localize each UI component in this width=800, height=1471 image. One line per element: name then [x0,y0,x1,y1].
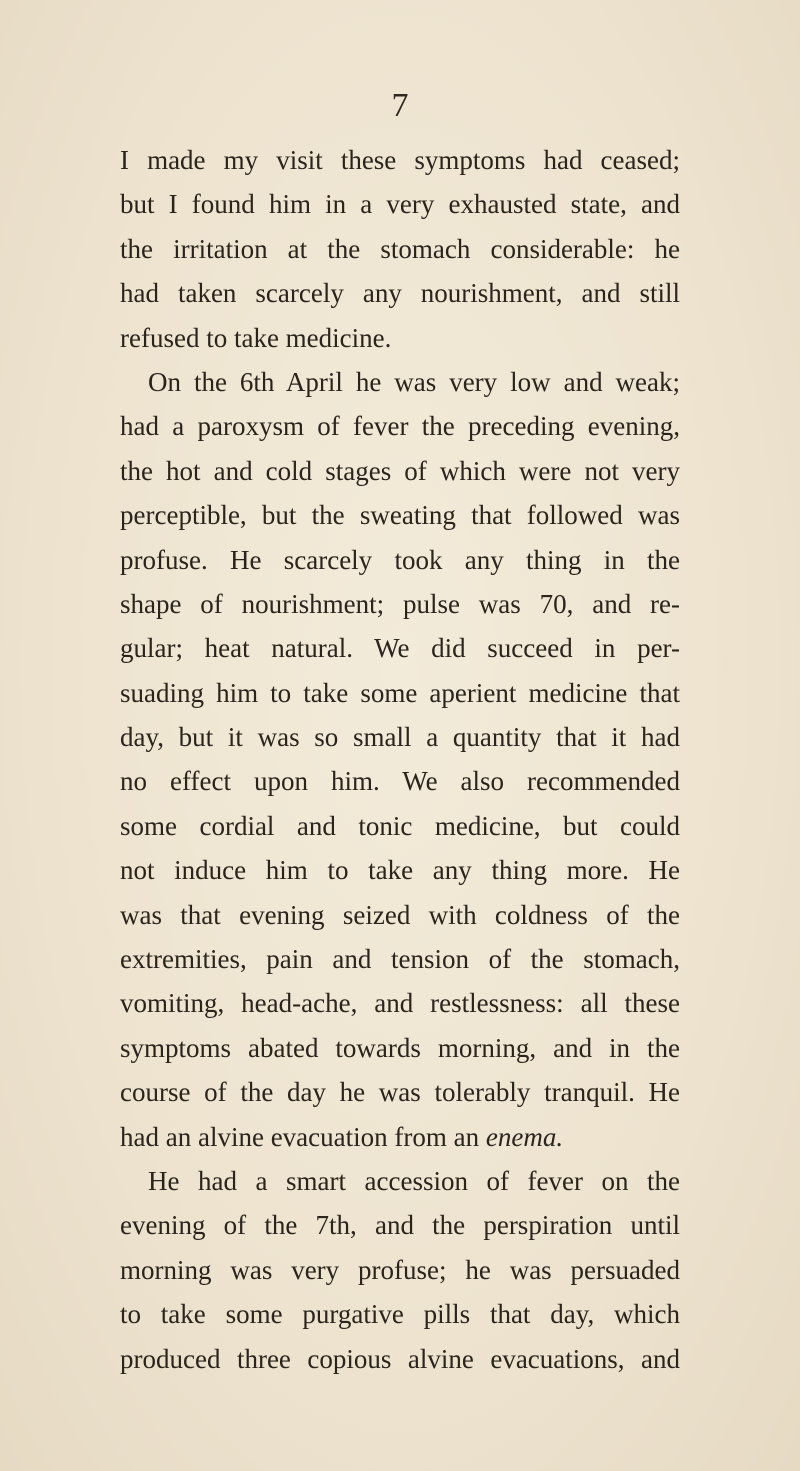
body-text [120,138,680,1381]
text-line: I made my visit these symptoms had ceased; [120,145,680,175]
text-line: symptoms abated towards morning, and in the [120,1032,680,1063]
text-line: refused to take medicine. [120,322,392,353]
text-fragment: had an alvine evacuation from an [120,1121,480,1152]
text-line: evening of the 7th, and the perspiration until [120,1210,680,1241]
text-line: but I found him in a very exhausted state, and [120,189,680,220]
text-line: to take some purgative pills that day, which [120,1299,680,1330]
text-line: the hot and cold stages of which were not very [120,455,680,486]
text-line: day, but it was so small a quantity that it had [120,722,680,753]
page-number: 7 [391,87,409,124]
text-line: had a paroxysm of fever the preceding evening, [120,411,680,442]
paragraph-2 [120,360,680,1159]
text-line: course of the day he was tolerably tranquil. He [120,1077,680,1108]
text-line: extremities, pain and tension of the stomach, [120,944,680,975]
text-line: On the 6th April he was very low and weak; [148,366,680,397]
italic-word: enema. [485,1121,564,1152]
text-line: not induce him to take any thing more. He [120,855,680,886]
text-line: perceptible, but the sweating that followed was [120,500,680,531]
text-line: profuse. He scarcely took any thing in the [120,544,680,575]
text-line: suading him to take some aperient medicine that [120,677,680,708]
text-line: was that evening seized with coldness of the [120,899,680,930]
paragraph-3 [120,1159,680,1381]
text-line: morning was very profuse; he was persuaded [120,1254,680,1285]
text-line: produced three copious alvine evacuations, and [120,1343,680,1374]
text-line: gular; heat natural. We did succeed in per- [120,633,680,664]
text-line-with-italic [120,1115,680,1159]
text-line: some cordial and tonic medicine, but could [120,810,680,841]
text-line: the irritation at the stomach considerable: he [120,233,680,264]
text-line: had taken scarcely any nourishment, and still [120,278,680,309]
text-line: He had a smart accession of fever on the [148,1165,680,1196]
text-line: shape of nourishment; pulse was 70, and re- [120,588,680,619]
paragraph-1 [120,138,680,360]
text-line: no effect upon him. We also recommended [120,766,680,797]
text-line: vomiting, head-ache, and restlessness: all these [120,988,680,1019]
